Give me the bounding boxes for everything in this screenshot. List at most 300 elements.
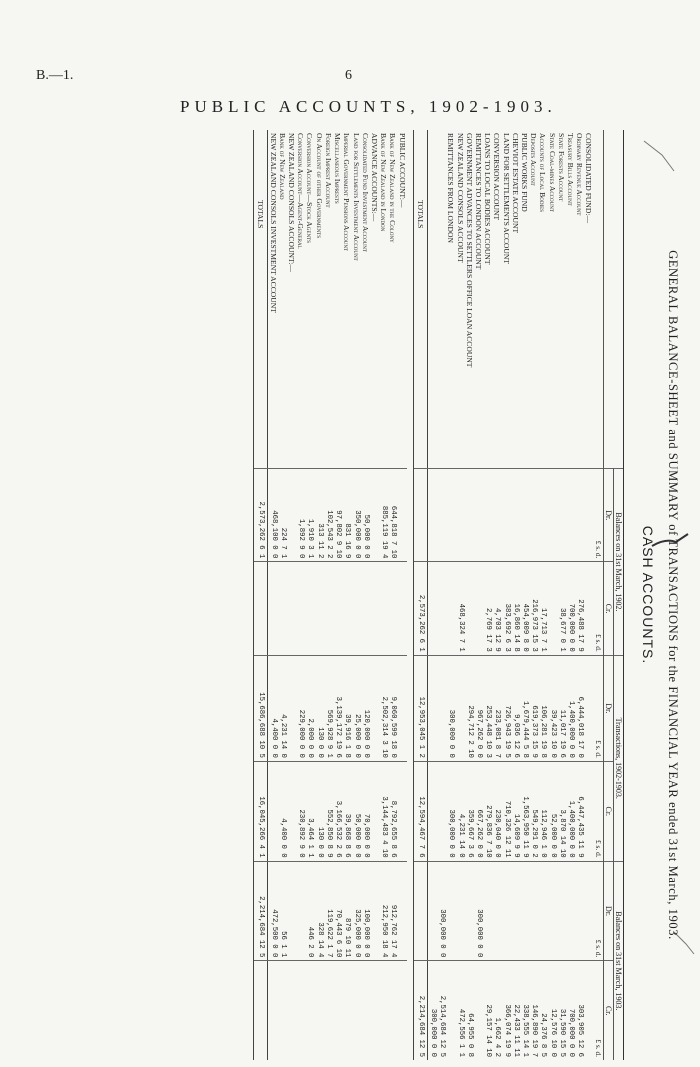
- row-value: [324, 961, 333, 1060]
- row-value: 14,609 9 9: [511, 761, 520, 861]
- spacer-row: [407, 130, 414, 1060]
- row-value: [511, 861, 520, 961]
- row-value: 9,036 12 6: [511, 655, 520, 761]
- row-value: [370, 562, 379, 655]
- row-value: 644,818 7 10: [388, 469, 397, 562]
- row-label: LOANS TO LOCAL BODIES ACCOUNT: [483, 133, 493, 265]
- row-value: [427, 761, 437, 861]
- row-value: 9,060,599 18 0: [388, 655, 397, 761]
- row-value: 967,262 0 0: [474, 655, 483, 761]
- table-row: [268, 130, 278, 1060]
- row-value: [437, 469, 446, 562]
- row-value: 39,868 8 6: [342, 761, 351, 861]
- table-row: [492, 130, 501, 1060]
- row-value: [427, 469, 437, 562]
- units-label: £ s. d.: [593, 562, 603, 655]
- row-value: [520, 861, 529, 961]
- row-value: 279,836 7 10: [483, 761, 492, 861]
- row-value: 472,556 1 1: [455, 961, 464, 1060]
- table-row: [529, 130, 538, 1060]
- row-label: REMITTANCES FROM LONDON: [446, 133, 456, 243]
- row-value: 912,762 17 4: [388, 861, 397, 961]
- row-value: [501, 469, 510, 562]
- row-value: 468,100 0 0: [268, 469, 278, 562]
- row-value: 12,576 10 0: [547, 961, 556, 1060]
- row-value: 39,916 1 8: [342, 655, 351, 761]
- row-value: [492, 861, 501, 961]
- row-value: 52,000 0 0: [547, 761, 556, 861]
- row-value: 300,000 0 0: [427, 961, 437, 1060]
- row-value: [446, 562, 455, 655]
- row-label: Consolidated Fund Investment Account: [360, 133, 370, 252]
- units-label: £ s. d.: [593, 469, 603, 562]
- row-value: 120,000 0 0: [361, 655, 370, 761]
- row-value: 100,000 0 0: [361, 861, 370, 961]
- row-value: [379, 562, 388, 655]
- row-value: [351, 562, 360, 655]
- table-row: [388, 130, 397, 1060]
- table-row: [427, 130, 437, 1060]
- row-value: 325,000 0 0: [351, 861, 360, 961]
- row-label: Bank of New Zealand in the Colony: [388, 133, 398, 243]
- row-value: [370, 861, 379, 961]
- table-row: [315, 130, 324, 1060]
- table-row: [437, 130, 446, 1060]
- row-value: [397, 761, 406, 861]
- row-label: LAND FOR SETTLEMENTS ACCOUNT: [501, 133, 511, 264]
- row-value: [296, 961, 305, 1060]
- row-value: 1,910 3 1: [305, 469, 314, 562]
- row-value: 294,712 2 10: [465, 655, 474, 761]
- table-row: [538, 130, 547, 1060]
- row-label: Foreign Imprest Account: [323, 133, 333, 208]
- row-label: CONSOLIDATED FUND:—: [584, 133, 594, 224]
- row-value: [584, 961, 593, 1060]
- row-label: PUBLIC WORKS FUND: [519, 133, 529, 212]
- row-value: 70,443 6 10: [333, 861, 342, 961]
- row-value: [361, 961, 370, 1060]
- row-value: [474, 562, 483, 655]
- row-value: 313 11 2: [315, 469, 324, 562]
- row-label: Miscellaneous Imprests: [333, 133, 343, 204]
- row-value: 12,594,467 7 6: [413, 761, 427, 861]
- row-value: 4,703 12 9: [492, 562, 501, 655]
- row-value: 253,448 10 3: [483, 655, 492, 761]
- units-label: £ s. d.: [593, 961, 603, 1060]
- row-value: 885,119 19 4: [379, 469, 388, 562]
- table-row: [296, 130, 305, 1060]
- row-value: [584, 761, 593, 861]
- row-value: 446 2 0: [305, 861, 314, 961]
- row-label: TOTALS: [254, 130, 268, 469]
- row-value: [287, 469, 296, 562]
- row-value: [538, 469, 547, 562]
- row-value: 3,139,172 19 6: [333, 655, 342, 761]
- table-row: [584, 130, 593, 1060]
- row-value: 106,281 19 8: [538, 655, 547, 761]
- row-value: [296, 861, 305, 961]
- row-value: 17,713 7 1: [538, 562, 547, 655]
- column-dr: Dr.: [603, 655, 613, 761]
- row-value: 11,017 19 6: [557, 655, 566, 761]
- table-row: [287, 130, 296, 1060]
- page-code: B.—1.: [36, 68, 74, 83]
- table-row: [397, 130, 406, 1060]
- row-label: PUBLIC ACCOUNT:—: [397, 133, 407, 208]
- row-value: 552,850 8 9: [324, 761, 333, 861]
- units-row: [593, 130, 603, 1060]
- row-label: Accounts of Local Bodies: [538, 133, 548, 212]
- row-value: 146,890 19 7: [529, 961, 538, 1060]
- row-value: [427, 861, 437, 961]
- row-value: 3,870 14 10: [557, 761, 566, 861]
- column-dr: Dr.: [603, 861, 613, 961]
- table-row: [566, 130, 575, 1060]
- table-row: [333, 130, 342, 1060]
- column-account: [603, 130, 623, 469]
- page-number: 6: [345, 68, 352, 83]
- row-value: [413, 861, 427, 961]
- row-value: 549,291 0 2: [529, 761, 538, 861]
- row-value: 16,860 14 8: [511, 562, 520, 655]
- row-value: 119,622 1 7: [324, 861, 333, 961]
- row-value: 50,000 0 0: [361, 469, 370, 562]
- row-value: [437, 655, 446, 761]
- row-value: [287, 655, 296, 761]
- row-value: 3,464 1 1: [305, 761, 314, 861]
- row-value: [278, 562, 287, 655]
- row-value: 359,667 3 6: [465, 761, 474, 861]
- row-value: [465, 469, 474, 562]
- row-value: [538, 861, 547, 961]
- row-value: [268, 961, 278, 1060]
- row-value: [547, 562, 556, 655]
- row-value: [315, 961, 324, 1060]
- row-value: 70,000 0 0: [361, 761, 370, 861]
- row-value: [584, 861, 593, 961]
- row-value: [483, 861, 492, 961]
- row-value: [575, 469, 584, 562]
- row-value: [474, 961, 483, 1060]
- row-label: Treasury Bills Account: [565, 133, 575, 206]
- row-value: 2,769 17 3: [483, 562, 492, 655]
- row-value: [557, 469, 566, 562]
- ledger-body: [254, 130, 603, 1060]
- row-value: [566, 469, 575, 562]
- row-label: NEW ZEALAND CONSOLS ACCOUNT: [455, 133, 465, 263]
- row-value: [268, 761, 278, 861]
- row-label: CONVERSION ACCOUNT: [492, 133, 502, 221]
- row-value: [315, 562, 324, 655]
- row-value: [333, 562, 342, 655]
- row-label: NEW ZEALAND CONSOLS ACCOUNT:—: [287, 133, 297, 272]
- table-row: [351, 130, 360, 1060]
- row-value: 1,662 4 2: [492, 961, 501, 1060]
- row-value: [584, 562, 593, 655]
- row-value: 6,447,435 11 9: [575, 761, 584, 861]
- units-label: £ s. d.: [593, 861, 603, 961]
- row-value: 29,157 14 10: [483, 961, 492, 1060]
- row-value: 300,000 0 0: [437, 861, 446, 961]
- row-value: [254, 562, 268, 655]
- row-label: ADVANCE ACCOUNTS:—: [369, 133, 379, 222]
- row-value: [287, 961, 296, 1060]
- row-label: Bank of New Zealand in London: [379, 133, 389, 232]
- row-value: 64,955 0 8: [465, 961, 474, 1060]
- row-value: [465, 861, 474, 961]
- row-value: [501, 861, 510, 961]
- row-value: [342, 562, 351, 655]
- row-value: 216,973 15 3: [529, 562, 538, 655]
- table-row: [547, 130, 556, 1060]
- units-label: £ s. d.: [593, 655, 603, 761]
- row-value: 726,943 19 5: [501, 655, 510, 761]
- row-value: [474, 469, 483, 562]
- table-row: [342, 130, 351, 1060]
- row-value: 230,040 0 0: [492, 761, 501, 861]
- table-row: [575, 130, 584, 1060]
- row-value: 3,166,532 2 6: [333, 761, 342, 861]
- table-row: [254, 130, 268, 1060]
- row-value: 879 10 11: [342, 861, 351, 961]
- row-value: [388, 562, 397, 655]
- row-value: [305, 562, 314, 655]
- row-value: [427, 655, 437, 761]
- row-value: 224 7 1: [278, 469, 287, 562]
- page-header: [0, 0, 700, 120]
- row-value: [287, 562, 296, 655]
- column-cr: Cr.: [603, 761, 613, 861]
- row-value: [370, 469, 379, 562]
- row-value: 2,573,262 6 1: [413, 562, 427, 655]
- row-label: State Coal-mines Account: [547, 133, 557, 212]
- row-label: CHEVIOT ESTATE ACCOUNT: [510, 133, 520, 234]
- table-row: [520, 130, 529, 1060]
- row-value: [278, 961, 287, 1060]
- row-label: Deposits Account: [529, 133, 539, 186]
- row-value: [397, 961, 406, 1060]
- table-row: [305, 130, 314, 1060]
- row-value: [305, 961, 314, 1060]
- row-value: [584, 469, 593, 562]
- row-value: [547, 469, 556, 562]
- row-value: 230,892 9 0: [296, 761, 305, 861]
- row-value: [287, 761, 296, 861]
- table-row: [370, 130, 379, 1060]
- row-value: 4,400 0 0: [278, 761, 287, 861]
- sheet-caption: GENERAL BALANCE-SHEET and SUMMARY of TRANSACTIONS for the FINANCIAL YEAR ended 31st March, 1903.: [666, 250, 680, 940]
- row-value: [446, 961, 455, 1060]
- row-value: [557, 861, 566, 961]
- row-value: 22,433 11 11: [511, 961, 520, 1060]
- row-value: [379, 961, 388, 1060]
- row-value: 366,074 19 9: [501, 961, 510, 1060]
- row-value: 831 16 9: [342, 469, 351, 562]
- row-value: 700,000 0 0: [566, 961, 575, 1060]
- page-title: PUBLIC ACCOUNTS, 1902-1903.: [180, 97, 557, 116]
- row-value: 468,324 7 1: [455, 562, 464, 655]
- row-value: 710,326 12 11: [501, 761, 510, 861]
- row-value: 112,946 1 0: [538, 761, 547, 861]
- row-value: 233,081 8 7: [492, 655, 501, 761]
- row-value: 667,262 0 0: [474, 761, 483, 861]
- row-label: Imperial Government Pensions Account: [342, 133, 352, 251]
- row-value: [324, 562, 333, 655]
- row-label: Conversion Account—Stock Agents: [305, 133, 315, 243]
- row-value: 229,000 0 0: [296, 655, 305, 761]
- row-value: [492, 469, 501, 562]
- row-value: 4,400 0 0: [268, 655, 278, 761]
- cash-accounts-table: [253, 130, 624, 1060]
- row-value: 130 0 0: [315, 655, 324, 761]
- row-value: 303,905 12 6: [575, 961, 584, 1060]
- row-value: 276,488 17 9: [575, 562, 584, 655]
- row-value: [268, 562, 278, 655]
- sheet-subcaption: CASH ACCOUNTS.: [640, 525, 656, 665]
- row-value: [427, 562, 437, 655]
- row-value: [397, 655, 406, 761]
- row-value: 38,677 0 1: [557, 562, 566, 655]
- row-value: 97,802 9 10: [333, 469, 342, 562]
- column-cr: Cr.: [603, 562, 613, 655]
- row-value: [455, 469, 464, 562]
- row-value: 56 1 1: [278, 861, 287, 961]
- row-value: [455, 655, 464, 761]
- row-label: TOTALS: [413, 130, 427, 469]
- column-balances-1903: Balances on 31st March, 1903.: [613, 861, 623, 1060]
- row-value: [465, 562, 474, 655]
- row-value: [342, 961, 351, 1060]
- row-label: Land for Settlements Investment Account: [351, 133, 361, 261]
- row-value: 6,444,018 17 0: [575, 655, 584, 761]
- table-row: [501, 130, 510, 1060]
- row-value: 8,792,655 8 6: [388, 761, 397, 861]
- row-value: 300,000 0 0: [446, 655, 455, 761]
- column-balances-1902: Balances on 31st March, 1902.: [613, 469, 623, 656]
- row-value: 2,214,684 12 5: [254, 861, 268, 961]
- row-value: [566, 861, 575, 961]
- row-value: [446, 469, 455, 562]
- row-value: 130 0 0: [315, 761, 324, 861]
- row-value: 350,000 0 0: [351, 469, 360, 562]
- row-value: 1,679,444 5 8: [520, 655, 529, 761]
- column-cr: Cr.: [603, 961, 613, 1060]
- row-label: Bank of New Zealand: [277, 133, 287, 200]
- row-value: [296, 562, 305, 655]
- row-value: [575, 861, 584, 961]
- row-value: 619,373 15 9: [529, 655, 538, 761]
- row-value: 39,423 10 0: [547, 655, 556, 761]
- row-value: 212,950 18 4: [379, 861, 388, 961]
- row-value: [437, 761, 446, 861]
- row-value: [397, 469, 406, 562]
- row-value: 1,400,000 0 0: [566, 761, 575, 861]
- row-value: 16,045,266 4 1: [254, 761, 268, 861]
- row-value: 102,543 2 2: [324, 469, 333, 562]
- row-value: 472,500 0 0: [268, 861, 278, 961]
- row-value: [351, 961, 360, 1060]
- row-value: [370, 961, 379, 1060]
- row-value: [370, 655, 379, 761]
- table-row: [324, 130, 333, 1060]
- row-value: [446, 861, 455, 961]
- row-value: [511, 469, 520, 562]
- units-label: £ s. d.: [593, 761, 603, 861]
- row-label: NEW ZEALAND CONSOLS INVESTMENT ACCOUNT: [268, 133, 278, 313]
- row-value: 4,231 14 0: [278, 655, 287, 761]
- row-value: [529, 469, 538, 562]
- row-value: 25,000 0 0: [351, 655, 360, 761]
- table-row: [361, 130, 370, 1060]
- row-value: 2,000 0 0: [305, 655, 314, 761]
- row-value: 328 14 4: [315, 861, 324, 961]
- table-row: [446, 130, 455, 1060]
- row-value: 1,400,000 0 0: [566, 655, 575, 761]
- table-row: [483, 130, 492, 1060]
- row-value: 3,144,483 4 10: [379, 761, 388, 861]
- row-value: 1,563,950 11 9: [520, 761, 529, 861]
- row-value: 1,892 9 0: [296, 469, 305, 562]
- row-value: [254, 961, 268, 1060]
- row-value: 24,376 8 5: [538, 961, 547, 1060]
- row-value: 4,231 14 0: [455, 761, 464, 861]
- table-row: [455, 130, 464, 1060]
- row-label: Conversion Account—Agent-General: [296, 133, 306, 249]
- row-value: [370, 761, 379, 861]
- row-label: GOVERNMENT ADVANCES TO SETTLERS OFFICE LOAN ACCOUNT: [464, 133, 474, 368]
- row-value: 454,009 8 0: [520, 562, 529, 655]
- row-value: 2,514,684 12 5: [437, 961, 446, 1060]
- row-value: [413, 469, 427, 562]
- table-row: [557, 130, 566, 1060]
- row-value: [437, 562, 446, 655]
- row-value: [520, 469, 529, 562]
- row-value: 700,000 0 0: [566, 562, 575, 655]
- row-value: 2,573,262 6 1: [254, 469, 268, 562]
- row-value: 50,000 0 0: [351, 761, 360, 861]
- table-row: [413, 130, 427, 1060]
- row-value: 15,686,688 10 5: [254, 655, 268, 761]
- row-value: [483, 469, 492, 562]
- row-label: On Account of other Governments: [314, 133, 324, 239]
- table-row: [278, 130, 287, 1060]
- row-value: [397, 562, 406, 655]
- column-dr: Dr.: [603, 469, 613, 562]
- balance-sheet: [80, 130, 680, 1060]
- row-label: [427, 130, 437, 469]
- row-value: 2,502,314 3 10: [379, 655, 388, 761]
- row-value: [388, 961, 397, 1060]
- row-label: REMITTANCES TO LONDON ACCOUNT: [473, 133, 483, 270]
- table-row: [474, 130, 483, 1060]
- row-label: Ordinary Revenue Account: [575, 133, 585, 216]
- row-label: [437, 130, 446, 469]
- column-transactions: Transactions, 1902-1903.: [613, 655, 623, 861]
- row-value: 338,555 14 1: [520, 961, 529, 1060]
- row-value: 300,000 0 0: [446, 761, 455, 861]
- row-label: State Forests Account: [556, 133, 566, 202]
- row-value: 12,953,045 1 2: [413, 655, 427, 761]
- row-value: 31,590 15 5: [557, 961, 566, 1060]
- table-row: [511, 130, 520, 1060]
- row-value: [333, 961, 342, 1060]
- row-value: 569,928 9 1: [324, 655, 333, 761]
- table-row: [379, 130, 388, 1060]
- row-value: 383,692 6 3: [501, 562, 510, 655]
- row-value: [397, 861, 406, 961]
- row-value: [287, 861, 296, 961]
- row-value: [529, 861, 538, 961]
